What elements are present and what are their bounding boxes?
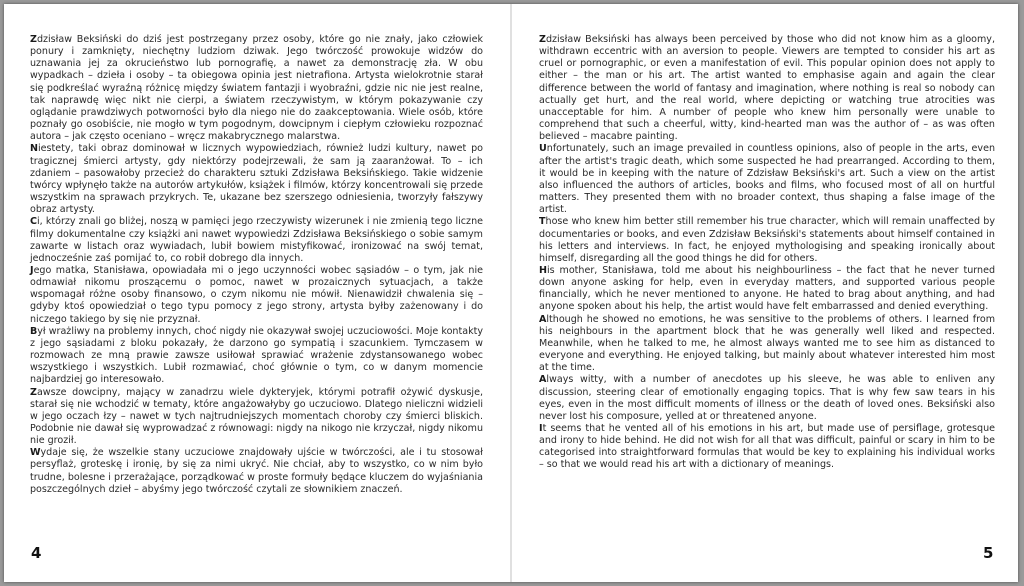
paragraph-initial: T (539, 216, 546, 228)
paragraph-body: ył wrażliwy na problemy innych, choć nigdy nie okazywał swojej uczuciowości. Moje kontakty z jego sąsiadami z bloku pokazały, że darzono go sympatią i szacunkiem. Tymczasem w rozmowach ze mną prawie zawsze usiłował sprawiać wrażenie zdystansowanego wobec wszystkiego i wszystkich. Lubił rozmawiać, choć głównie o tym, co w danym momencie najbardziej go interesowało. (30, 325, 483, 386)
paragraph-initial: C (30, 216, 38, 228)
paragraph (539, 143, 995, 216)
book-spread (4, 4, 1018, 582)
paragraph-body: nfortunately, such an image prevailed in countless opinions, also of people in the arts, even after the artist's tragic death, which some suspected he had prearranged. According to them, it would be in keeping with the nature of Zdzisław Beksiński's art. Such a view on the artist also influenced the authors of articles, books and films, who focused most of all on hurtful matters. They presented them with no broader context, thus shaping a false image of the artist. (539, 143, 995, 216)
paragraph-body: lthough he showed no emotions, he was sensitive to the problems of others. I learned from his neighbours in the apartment block that he was generally well liked and respected. Meanwhile, when he talked to me, he almost always wanted me to see him as distanced to everyone and everything. He enjoyed talking, but mainly about whatever interested him most at the time. (539, 313, 995, 374)
paragraph-body: t seems that he vented all of his emotions in his art, but made use of persiflage, grotesque and irony to hide behind. He did not wish for all that was difficult, painful or scary in him to be categorised into straightforward formulas that would be key to explaining his individual works – so that we would read his art with a dictionary of meanings. (539, 423, 995, 471)
paragraph-initial: H (539, 264, 547, 276)
paragraph-body: lways witty, with a number of anecdotes up his sleeve, he was able to enliven any discussion, steering clear of emotionally engaging topics. That is why few saw tears in his eyes, even in the most difficult moments of illness or the death of loved ones. Beksiński also never lost his composure, yelled at or threatened anyone. (539, 374, 995, 422)
paragraph (539, 265, 995, 314)
paragraph (30, 216, 483, 265)
page-number-left: 4 (31, 544, 42, 562)
paragraph-initial: U (539, 143, 547, 155)
paragraph (539, 374, 995, 423)
paragraph (30, 34, 483, 143)
paragraph (539, 216, 995, 265)
paragraph (30, 265, 483, 326)
right-page-text (539, 34, 995, 472)
paragraph-body: iestety, taki obraz dominował w licznych wypowiedziach, również ludzi kultury, nawet po tragicznej śmierci artysty, gdy niektórzy podejrzewali, że sam ją zaaranżował. To – ich zdaniem – pasowałoby przecież do charakteru sztuki Zdzisława Beksińskiego. Takie widzenie twórcy wpłynęło także na autorów artykułów, książek i filmów, którzy koncentrowali się przede wszystkim na sprawach przykrych. Te, ukazane bez szerszego odniesienia, tworzyły fałszywy obraz artysty. (30, 143, 483, 216)
paragraph-initial: Z (539, 34, 546, 45)
paragraph-body: dzisław Beksiński has always been perceived by those who did not know him as a gloomy, withdrawn eccentric with an aversion to people. Viewers are tempted to consider his art as cruel or pornographic, or even a manifestation of evil. This popular opinion does not apply to either – the man or his art. The artist wanted to emphasise again and again the clear difference between the world of fantasy and imagination, where nothing is real so nobody can actually get hurt, and the real world, where depicting or watching true atrocities was unacceptable for him. A number of people who knew him personally were unable to comprehend that such a cheerful, witty, kind-hearted man was the author of – as was often believed – macabre painting. (539, 34, 995, 143)
paragraph-initial: Z (30, 386, 37, 398)
paragraph-body: hose who knew him better still remember his true character, which will remain unaffected by documentaries or books, and even Zdzisław Beksiński's statements about himself contained in his letters and interviews. In fact, he enjoyed mythologising and speaking ironically about himself, disregarding all the good things he did for others. (539, 216, 995, 264)
paragraph (539, 314, 995, 375)
page-number-right: 5 (983, 544, 994, 562)
paragraph (30, 143, 483, 216)
paragraph-initial: W (30, 447, 41, 459)
paragraph (539, 423, 995, 472)
paragraph-body: is mother, Stanisława, told me about his neighbourliness – the fact that he never turned down anyone asking for help, even in everyday matters, and supported various people financially, which he never mentioned to anyone. He hated to brag about anything, and had anyone spoken about his help, the artist would have felt embarrassed and denied everything. (539, 264, 995, 313)
right-page (512, 4, 1018, 582)
paragraph-initial: I (539, 423, 543, 434)
paragraph-initial: A (539, 374, 547, 386)
paragraph-body: i, którzy znali go bliżej, noszą w pamięci jego rzeczywisty wizerunek i nie zmienią tego liczne filmy dokumentalne czy książki ani nawet wypowiedzi Zdzisława Beksińskiego o sobie samym zawarte w listach oraz wywiadach, lubił bowiem mistyfikować, ironizować na swój temat, jednocześnie zaś pomijać to, co robił dobrego dla innych. (30, 216, 483, 264)
paragraph-initial: J (30, 264, 34, 276)
left-page (4, 4, 510, 582)
paragraph-initial: B (30, 325, 38, 337)
paragraph-body: dzisław Beksiński do dziś jest postrzegany przez osoby, które go nie znały, jako człowiek ponury i zamknięty, niechętny ludziom dziwak. Jego twórczość prowokuje widzów do uznawania jej za okrucieństwo lub pornografię, a nawet za demonstrację zła. W obu wypadkach – dzieła i osoby – ta obiegowa opinia jest nietrafiona. Artysta wielokrotnie starał się podkreślać wyraźną różnicę między światem fantazji i wyobraźni, gdzie nic nie jest realne, tak naprawdę więc nikt nie cierpi, a światem rzeczywistym, w którym pokazywanie czy oglądanie prawdziwych potworności było dla niego nie do zaakceptowania. Wiele osób, które poznały go osobiście, nie mogło w tym pogodnym, dowcipnym i ciepłym człowieku rozpoznać autora – jak często oceniano – wręcz makabrycznego malarstwa. (30, 34, 483, 143)
paragraph-initial: Z (30, 34, 37, 45)
paragraph (30, 387, 483, 448)
paragraph-body: awsze dowcipny, mający w zanadrzu wiele dykteryjek, którymi potrafił ożywić dyskusje, starał się nie wchodzić w tematy, które angażowałyby go uczuciowo. Dlatego nieliczni widzieli w jego oczach łzy – nawet w tych najtrudniejszych momentach choroby czy śmierci bliskich. Podobnie nie dawał się wyprowadzać z równowagi: nigdy na nikogo nie krzyczał, nigdy nikomu nie groził. (30, 386, 483, 447)
paragraph (30, 447, 483, 496)
paragraph (30, 326, 483, 387)
paragraph (539, 34, 995, 143)
paragraph-body: ego matka, Stanisława, opowiadała mi o jego uczynności wobec sąsiadów – o tym, jak nie odmawiał nikomu proszącemu o pomoc, nawet w prozaicznych sytuacjach, a także wspomagał różne osoby finansowo, o czym nikomu nie mówił. Nienawidził chwalenia się – gdyby ktoś opowiedział o tego typu pomocy z jego strony, artysta byłby zażenowany i do niczego takiego by się nie przyznał. (30, 264, 483, 325)
paragraph-body: ydaje się, że wszelkie stany uczuciowe znajdowały ujście w twórczości, ale i tu stosował persyflaż, groteskę i ironię, by się za nimi ukryć. Nie chciał, aby to wszystko, co w nim było trudne, bolesne i przerażające, porządkować w proste formuły będące kluczem do wyjaśniania poszczególnych dzieł – abyśmy jego twórczość czytali ze słownikiem znaczeń. (30, 447, 483, 495)
paragraph-initial: A (539, 313, 547, 325)
left-page-text (30, 34, 483, 496)
paragraph-initial: N (30, 143, 38, 155)
